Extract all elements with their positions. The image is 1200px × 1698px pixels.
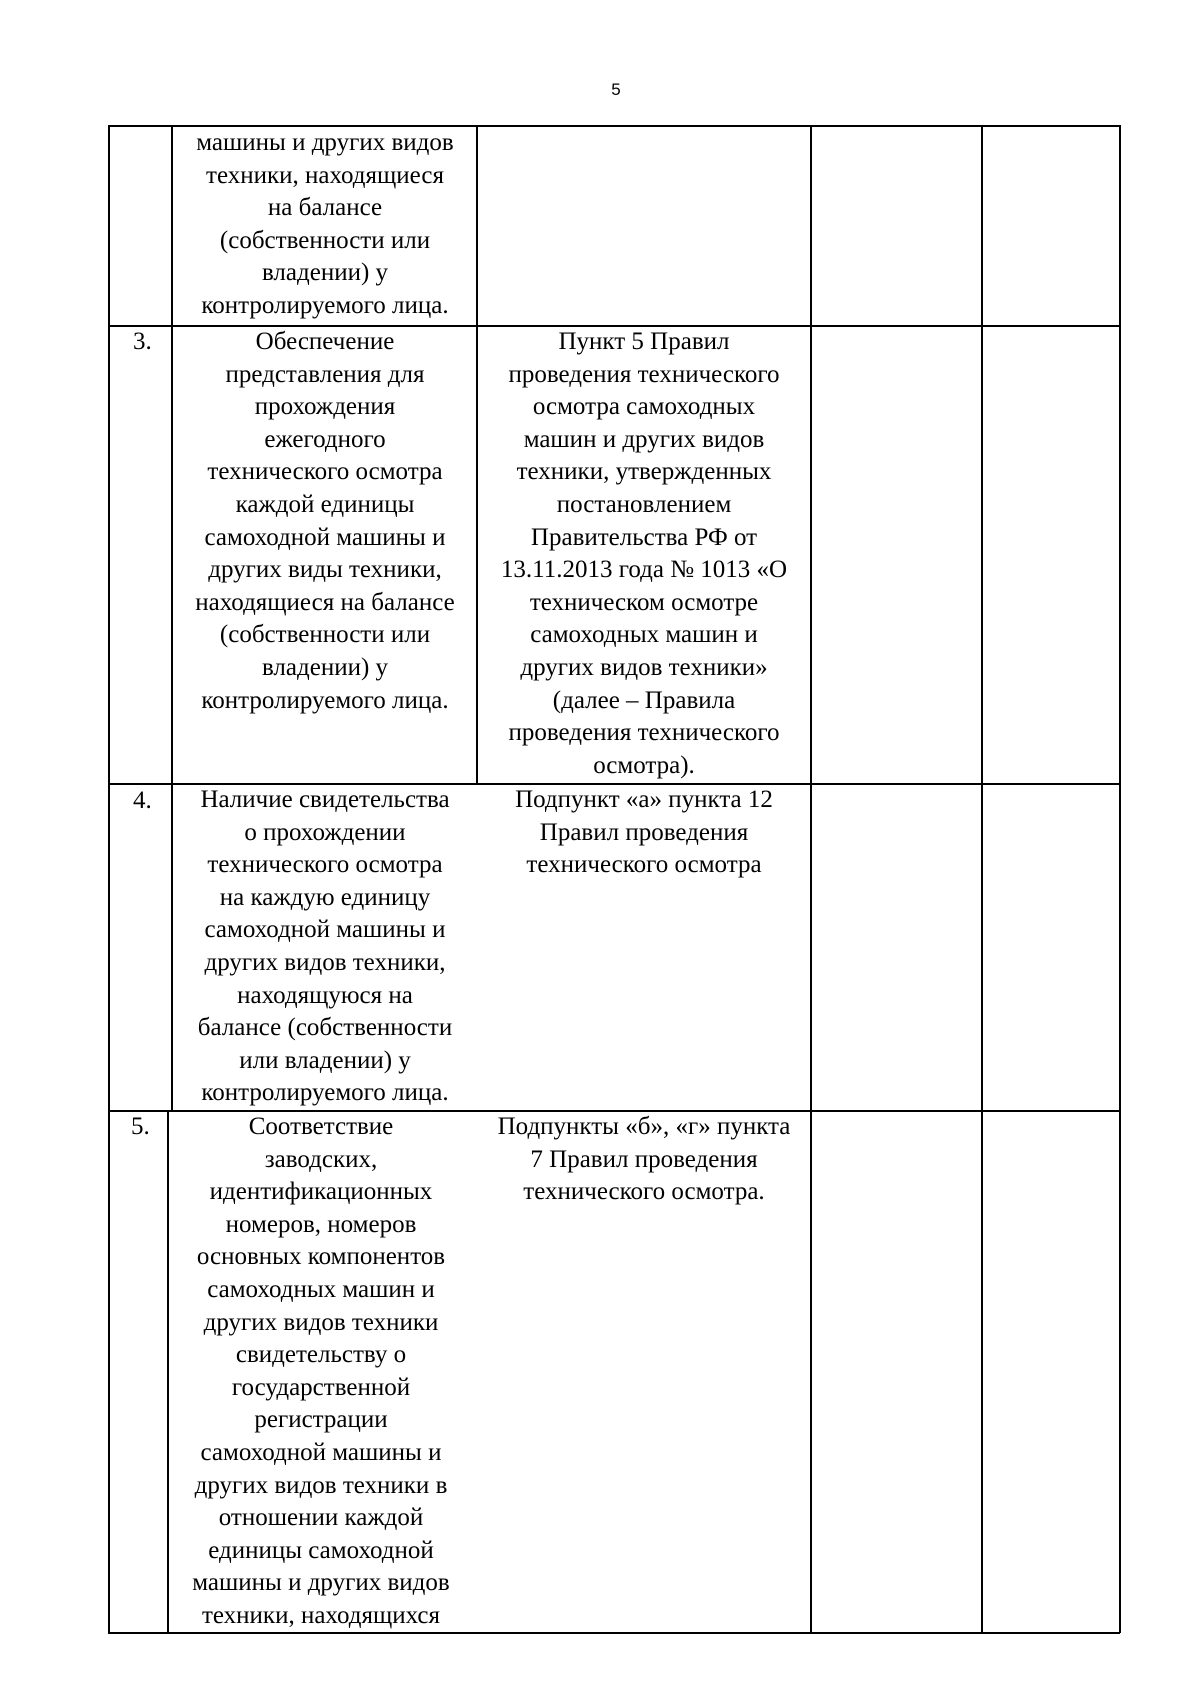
row-requirement-text: Соответствие заводских, идентификационных номеров, номеров основных компонентов самоходных машин и других видов техники свидетельству о государственной регистрации самоходной машины и других видов техники в отношении каждой единицы самоходной машины и других видов техники, находящихся xyxy=(192,1113,450,1629)
row-number: 4. xyxy=(133,787,152,814)
row-requirement-text: Обеспечение представления для прохождения ежегодного технического осмотра каждой единицы самоходной машины и других виды техники, находящиеся на балансе (собственности или владении) у контролируемого лица. xyxy=(195,328,455,714)
row-reference-text: Подпункт «а» пункта 12 Правил проведения технического осмотра xyxy=(515,786,773,879)
row-reference-text: Подпункты «б», «г» пункта 7 Правил проведения технического осмотра. xyxy=(497,1113,791,1206)
page-number: 5 xyxy=(611,80,621,99)
column-divider xyxy=(810,125,812,1633)
table-border-right xyxy=(1119,125,1121,1633)
column-divider xyxy=(167,1110,169,1633)
column-divider xyxy=(171,125,173,1110)
row-number: 3. xyxy=(133,328,152,355)
row-requirement-text: машины и других видов техники, находящиеся на балансе (собственности или владении) у контролируемого лица. xyxy=(196,129,454,319)
row-number: 5. xyxy=(131,1113,150,1140)
row-requirement-text: Наличие свидетельства о прохождении технического осмотра на каждую единицу самоходной машины и других видов техники, находящуюся на балансе (собственности или владении) у контролируемого лица. xyxy=(197,786,453,1107)
column-divider xyxy=(981,125,983,1633)
row-reference-text: Пункт 5 Правил проведения технического осмотра самоходных машин и других видов техники, утвержденных постановлением Правительства РФ от 13.11.2013 года № 1013 «О техническом осмотре самоходных машин и других видов техники» (далее – Правила проведения технического осмотра). xyxy=(500,328,788,779)
table-border-left xyxy=(108,125,110,1633)
